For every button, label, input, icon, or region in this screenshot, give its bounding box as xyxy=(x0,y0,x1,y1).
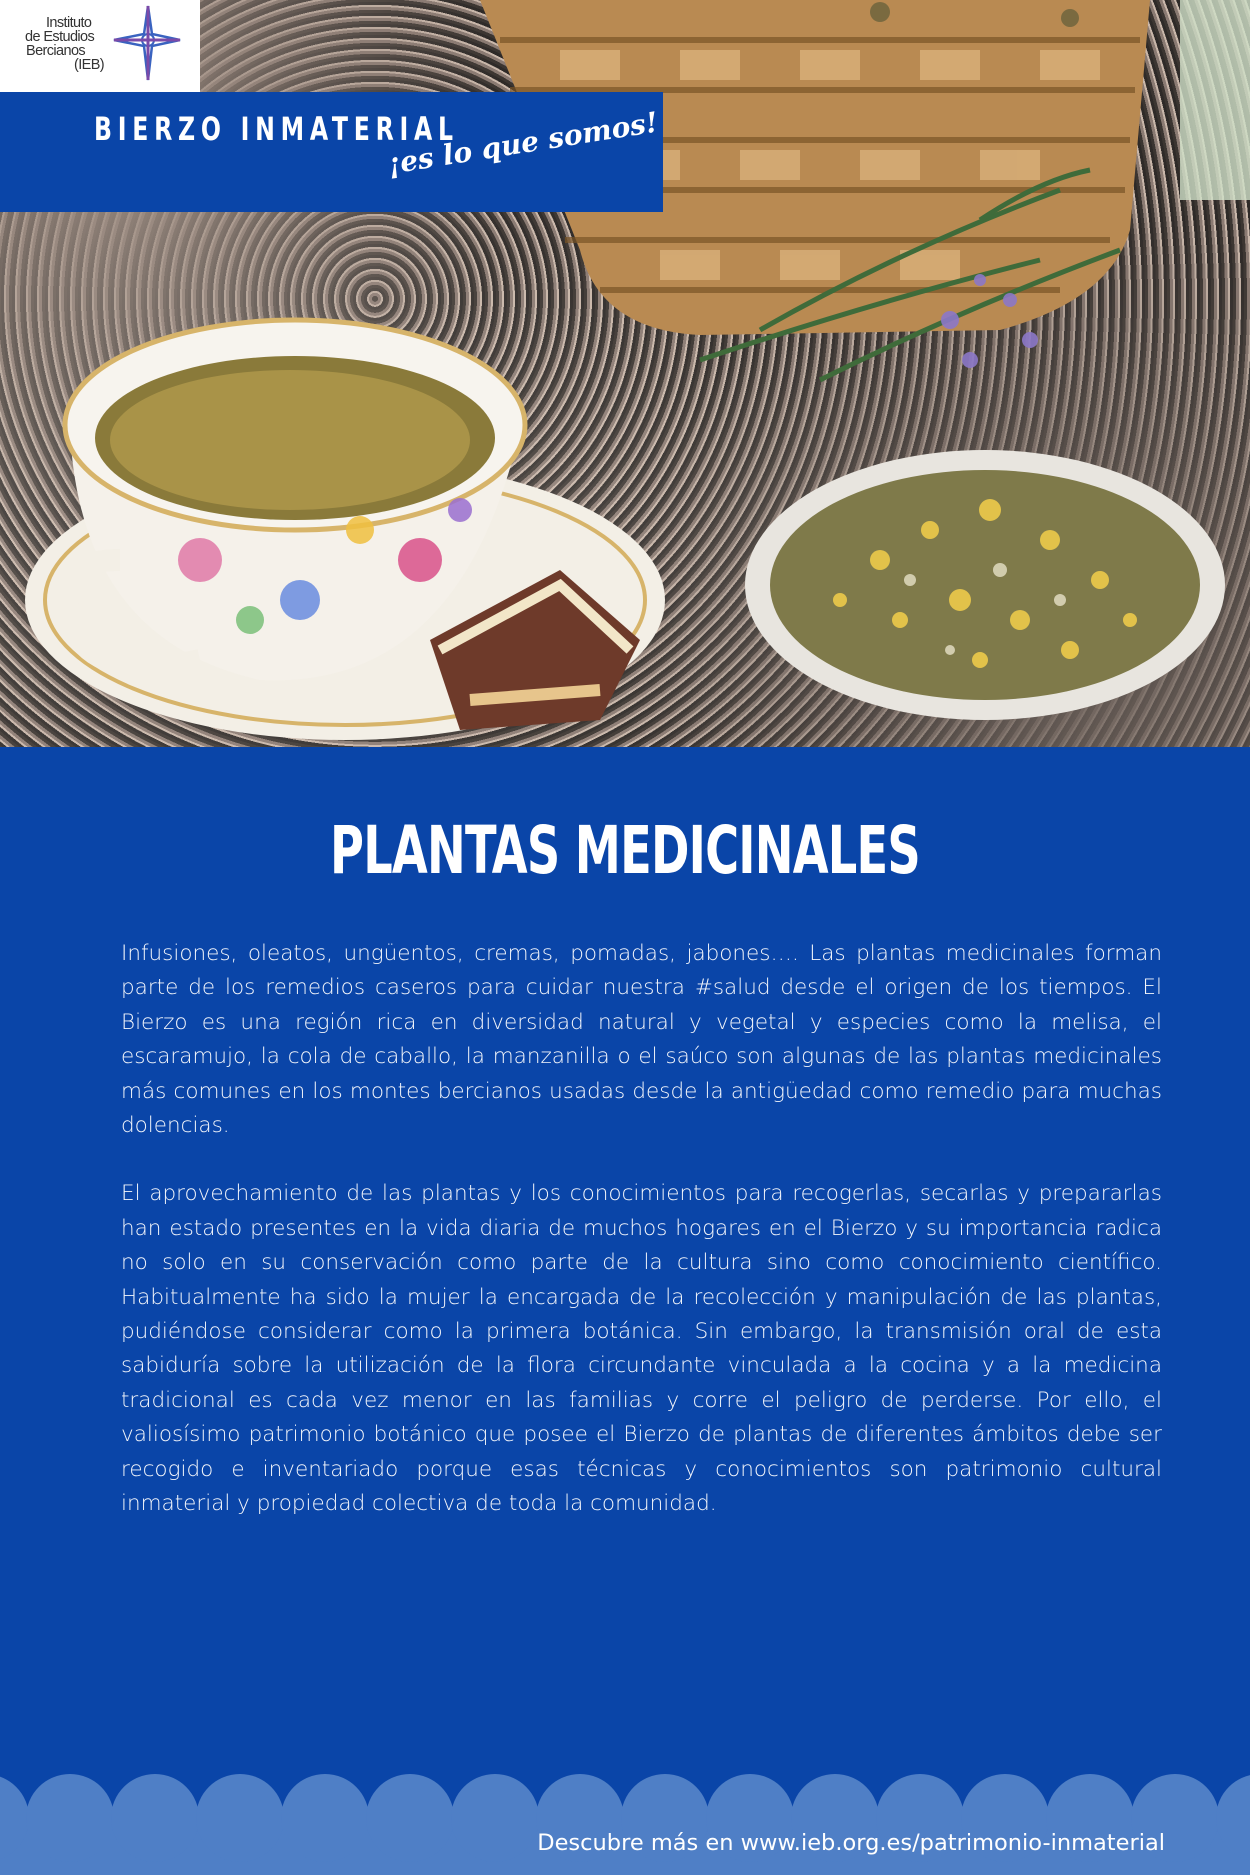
wave-decoration-icon xyxy=(0,1770,1250,1875)
chamomile-plate-icon xyxy=(745,450,1225,720)
logo-line-1: Instituto xyxy=(46,15,92,31)
page-title: PLANTAS MEDICINALES xyxy=(330,812,920,889)
header-banner xyxy=(0,92,663,212)
cross-icon xyxy=(108,4,188,84)
ieb-logo[interactable] xyxy=(0,0,200,92)
logo-line-2: de Estudios xyxy=(25,29,95,45)
footer xyxy=(0,1770,1250,1875)
paragraph-2: El aprovechamiento de las plantas y los conocimientos para recogerlas, secarlas y prepararlas han estado presentes en la vida diaria de muchos hogares en el Bierzo y su importancia radica no solo en su conservación como parte de la cultura sino como conocimiento científico. Habitualmente ha sido la mujer la encargada de la recolección y manipulación de las plantas, pudiéndose considerar como la primera botánica. Sin embargo, la transmisión oral de esta sabiduría sobre la utilización de la flora circundante vinculada a la cocina y a la medicina tradicional es cada vez menor en las familias y corre el peligro de perderse. Por ello, el valiosísimo patrimonio botánico que posee el Bierzo de plantas de diferentes ámbitos debe ser recogido e inventariado porque esas técnicas y conocimientos son patrimonio cultural inmaterial y propiedad colectiva de toda la comunidad. xyxy=(121,1181,1162,1517)
logo-line-3: Bercianos xyxy=(26,43,86,59)
logo-line-4: (IEB) xyxy=(74,57,105,73)
banner-title: BIERZO INMATERIAL xyxy=(94,110,459,148)
banner-slogan: ¡es lo que somos! xyxy=(385,105,661,181)
footer-website-link[interactable]: Descubre más en www.ieb.org.es/patrimonio-inmaterial xyxy=(537,1830,1165,1856)
logo-text xyxy=(22,16,112,72)
article-body xyxy=(121,937,1162,1556)
paragraph-1: Infusiones, oleatos, ungüentos, cremas, pomadas, jabones…. Las plantas medicinales forman parte de los remedios caseros para cuidar nuestra #salud desde el origen de los tiempos. El Bierzo es una región rica en diversidad natural y vegetal y especies como la melisa, el escaramujo, la cola de caballo, la manzanilla o el saúco son algunas de las plantas medicinales más comunes en los montes bercianos usadas desde la antigüedad como remedio para muchas dolencias. xyxy=(121,941,1162,1139)
